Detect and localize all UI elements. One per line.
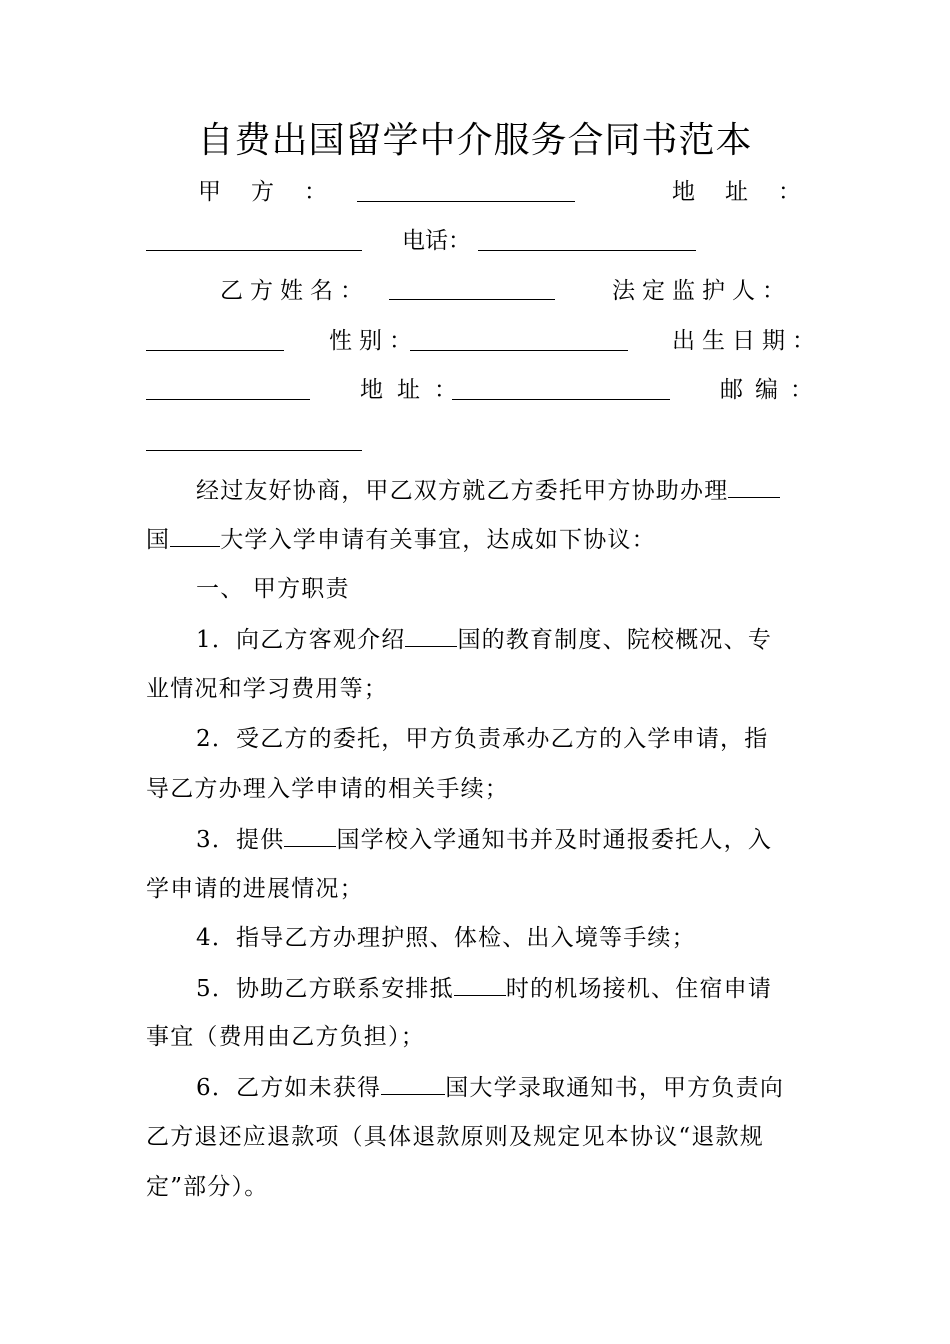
clause-1-line-1 <box>196 624 772 655</box>
clause-2-line-2: 导乙方办理入学申请的相关手续； <box>146 776 509 802</box>
clause-1-country-blank[interactable] <box>405 624 457 647</box>
clause-6-text-a: 6．乙方如未获得 <box>196 1075 382 1101</box>
gender-label: 性别： <box>329 328 419 354</box>
clause-3-line-2: 学申请的进展情况； <box>146 876 364 902</box>
intro-line-2 <box>146 524 656 555</box>
clause-5-destination-blank[interactable] <box>454 973 506 996</box>
clause-5-text-a: 5．协助乙方联系安排抵 <box>196 976 454 1002</box>
postcode-label: 邮编： <box>720 377 825 403</box>
clause-3-country-blank[interactable] <box>284 824 336 847</box>
intro-country-blank[interactable] <box>728 475 780 498</box>
clause-3-text-b: 国学校入学通知书并及时通报委托人，入 <box>336 827 773 853</box>
party-a-label: 甲方： <box>198 179 357 205</box>
clause-6-text-b: 国大学录取通知书，甲方负责向 <box>445 1075 785 1101</box>
party-a-address-label: 地址： <box>672 179 831 205</box>
phone-label: 电话： <box>402 228 471 254</box>
clause-1-text-b: 国的教育制度、院校概况、专 <box>457 627 773 653</box>
clause-2-line-1: 2．受乙方的委托，甲方负责承办乙方的入学申请，指 <box>196 726 769 752</box>
clause-6-line-3: 定”部分）。 <box>146 1174 269 1200</box>
clause-5-text-b: 时的机场接机、住宿申请 <box>505 976 773 1002</box>
party-a-blank[interactable] <box>357 201 575 202</box>
intro-text-1: 经过友好协商，甲乙双方就乙方委托甲方协助办理 <box>196 478 729 504</box>
clause-6-line-1 <box>196 1072 784 1103</box>
address-blank[interactable] <box>452 399 670 400</box>
intro-university-blank[interactable] <box>170 524 220 547</box>
address-label: 地址： <box>360 377 471 403</box>
birth-date-blank[interactable] <box>146 399 310 400</box>
clause-5-line-2: 事宜（费用由乙方负担）； <box>146 1024 425 1050</box>
clause-5-line-1 <box>196 973 772 1004</box>
guardian-blank[interactable] <box>146 350 284 351</box>
clause-6-line-2: 乙方退还应退款项（具体退款原则及规定见本协议“退款规 <box>146 1124 764 1150</box>
intro-text-2a: 国 <box>146 527 171 553</box>
document-title: 自费出国留学中介服务合同书范本 <box>197 120 753 161</box>
section-1-heading: 一、 甲方职责 <box>196 576 350 602</box>
intro-line-1 <box>196 475 780 506</box>
party-b-name-blank[interactable] <box>389 299 555 300</box>
party-a-address-blank[interactable] <box>146 250 362 251</box>
clause-4-line-1: 4．指导乙方办理护照、体检、出入境等手续； <box>196 925 696 951</box>
gender-blank[interactable] <box>410 350 628 351</box>
clause-6-country-blank[interactable] <box>381 1072 445 1095</box>
birth-date-label: 出生日期： <box>672 328 822 354</box>
phone-blank[interactable] <box>478 250 696 251</box>
intro-text-2b: 大学入学申请有关事宜，达成如下协议： <box>220 527 656 553</box>
clause-1-text-a: 1．向乙方客观介绍 <box>196 627 406 653</box>
clause-1-line-2: 业情况和学习费用等； <box>146 676 388 702</box>
postcode-blank[interactable] <box>146 450 362 451</box>
clause-3-line-1 <box>196 824 772 855</box>
guardian-label: 法定监护人： <box>612 278 792 304</box>
party-b-name-label: 乙方姓名： <box>220 278 370 304</box>
clause-3-text-a: 3．提供 <box>196 827 285 853</box>
